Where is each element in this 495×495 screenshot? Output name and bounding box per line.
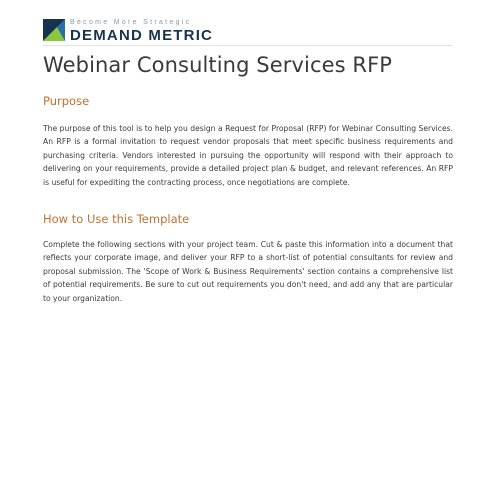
document-title: Webinar Consulting Services RFP (43, 53, 393, 77)
section-body-how-to-use: Complete the following sections with your project team. Cut & paste this information into a document that reflects your corporate image, and deliver your RFP to a short-list of potential consultants for review and proposal submission. The 'Scope of Work & Business Requirements' section contains a comprehensive list of potential requirements. Be sure to cut out requirements you don't need, and add any that are particular to your organization. (43, 240, 453, 303)
brand-tagline: Become More Strategic (70, 19, 192, 26)
demand-metric-logo-icon (43, 19, 65, 41)
header-divider (43, 45, 452, 46)
section-heading-purpose: Purpose (43, 94, 90, 108)
section-body-purpose: The purpose of this tool is to help you design a Request for Proposal (RFP) for Webinar Consulting Services. An RFP is a formal invitation to request vendor proposals that meet specific business requirements and purchasing criteria. Vendors interested in pursuing the opportunity will respond with their approach to delivering on your requirements, provide a detailed project plan & budget, and relevant references. An RFP is useful for expediting the contracting process, once negotiations are complete. (43, 124, 453, 187)
brand-logo (43, 19, 213, 43)
brand-name: DEMAND METRIC (70, 27, 214, 44)
brand-logo-text (70, 19, 213, 43)
section-heading-how-to-use: How to Use this Template (43, 212, 190, 226)
